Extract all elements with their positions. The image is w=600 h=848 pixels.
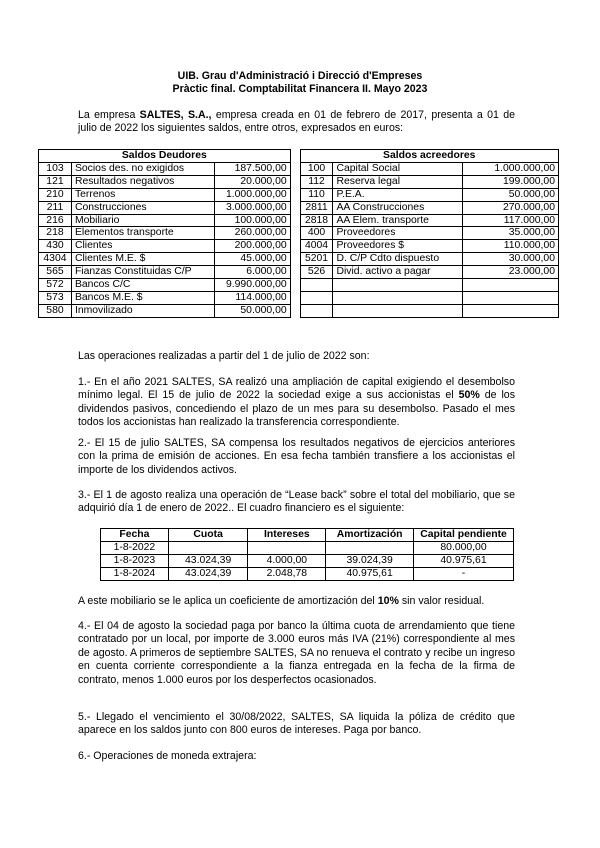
operation-6: 6.- Operaciones de moneda extrajera: (78, 750, 257, 762)
debit-name-cell: Fianzas Constituidas C/P (71, 266, 214, 279)
table-gap (290, 266, 300, 279)
balance-row (39, 279, 559, 292)
lease-cell (326, 541, 414, 554)
credit-name-cell: Proveedores (333, 227, 463, 240)
op3-note-c: sin valor residual. (398, 595, 485, 607)
op1-text-c: de los dividendos pasivos, concediendo el plazo de un mes para su desembolso. Pasado el mes todos los accionistas han realizado la transferencia correspondiente. (78, 389, 516, 429)
balance-row (39, 227, 559, 240)
debit-name-cell: Clientes (71, 240, 214, 253)
credit-amount-cell: 199.000,00 (463, 175, 559, 188)
balance-row (39, 266, 559, 279)
credit-name-cell (333, 304, 463, 317)
debit-name-cell: Mobiliario (71, 214, 214, 227)
table-gap (290, 175, 300, 188)
debit-code-cell: 103 (39, 162, 72, 175)
lease-cell: 1-8-2022 (101, 541, 169, 554)
credit-code-cell: 112 (300, 175, 333, 188)
credit-amount-cell (463, 279, 559, 292)
credit-name-cell: Proveedores $ (333, 240, 463, 253)
operation-3: 3.- El 1 de agosto realiza una operación de “Lease back” sobre el total del mobiliario, que se adquirió día 1 de enero de 2022.. El cuadro financiero es el siguiente: (78, 489, 515, 515)
credit-code-cell: 400 (300, 227, 333, 240)
balances-body (39, 162, 559, 317)
header-line-2: Pràctic final. Comptabilitat Financera II. Mayo 2023 (172, 83, 428, 95)
credit-amount-cell: 117.000,00 (463, 214, 559, 227)
table-gap (290, 214, 300, 227)
credit-code-cell (300, 279, 333, 292)
credit-code-cell: 110 (300, 188, 333, 201)
lease-cell: - (414, 567, 514, 580)
header-line-1: UIB. Grau d'Administració i Direcció d'Empreses (177, 70, 423, 82)
credit-name-cell: Capital Social (333, 162, 463, 175)
lease-header-cell: Cuota (168, 529, 248, 542)
balance-row (39, 201, 559, 214)
lease-cell: 1-8-2024 (101, 567, 169, 580)
debit-name-cell: Elementos transporte (71, 227, 214, 240)
lease-cell: 80.000,00 (414, 541, 514, 554)
lease-cell (248, 541, 326, 554)
credit-amount-cell: 50.000,00 (463, 188, 559, 201)
credit-code-cell: 526 (300, 266, 333, 279)
debit-name-cell: Clientes M.E. $ (71, 253, 214, 266)
intro-prefix: La empresa (78, 109, 140, 121)
lease-row (101, 541, 514, 554)
credit-amount-cell: 30.000,00 (463, 253, 559, 266)
balance-row (39, 291, 559, 304)
table-gap (290, 162, 300, 175)
debit-code-cell: 565 (39, 266, 72, 279)
table-gap (290, 150, 300, 163)
debit-name-cell: Resultados negativos (71, 175, 214, 188)
lease-cell: 2.048,78 (248, 567, 326, 580)
credit-code-cell (300, 304, 333, 317)
debit-code-cell: 4304 (39, 253, 72, 266)
op3-note-a: A este mobiliario se le aplica un coeficiente de amortización del (78, 595, 378, 607)
debit-code-cell: 210 (39, 188, 72, 201)
debit-amount-cell: 100.000,00 (214, 214, 290, 227)
debit-code-cell: 211 (39, 201, 72, 214)
credit-code-cell: 2811 (300, 201, 333, 214)
credit-name-cell (333, 279, 463, 292)
debit-code-cell: 580 (39, 304, 72, 317)
debit-code-cell: 430 (39, 240, 72, 253)
credit-amount-cell: 35.000,00 (463, 227, 559, 240)
operation-4: 4.- El 04 de agosto la sociedad paga por banco la última cuota de arrendamiento que tiene contratado por un local, por importe de 3.000 euros más IVA (21%) correspondiente al mes de agosto. A primeros de septiembre SALTES, SA no renueva el contrato y recibe un ingreso en cuenta corriente correspondiente a la fianza entregada en la fecha de la firma de contrato, menos 1.000 euros por los desperfectos ocasionados. (78, 620, 515, 686)
table-gap (290, 240, 300, 253)
op1-percent: 50% (458, 389, 480, 402)
credit-amount-cell (463, 291, 559, 304)
table-gap (290, 253, 300, 266)
credit-name-cell: AA Elem. transporte (333, 214, 463, 227)
debit-amount-cell: 50.000,00 (214, 304, 290, 317)
op3-note-percent: 10% (377, 595, 399, 607)
lease-cell: 40.975,61 (414, 554, 514, 567)
lease-cell: 40.975,61 (326, 567, 414, 580)
table-gap (290, 201, 300, 214)
debit-name-cell: Construcciones (71, 201, 214, 214)
lease-cell: 43.024,39 (168, 567, 248, 580)
balance-row (39, 162, 559, 175)
intro-suffix: empresa creada en 01 de febrero de 2017, presenta a 01 de julio de 2022 los siguientes saldos, entre otros, expresados en euros: (78, 109, 515, 135)
debit-name-cell: Socios des. no exigidos (71, 162, 214, 175)
lease-header-cell: Amortización (326, 529, 414, 542)
balance-row (39, 214, 559, 227)
debit-code-cell: 572 (39, 279, 72, 292)
operation-2: 2.- El 15 de julio SALTES, SA compensa los resultados negativos de ejercicios anteriores con la prima de emisión de acciones. En esa fecha también transfiere a los accionistas el importe de los dividendos activos. (78, 437, 515, 476)
debit-name-cell: Terrenos (71, 188, 214, 201)
operation-1 (78, 376, 515, 430)
credit-name-cell: Divid. activo a pagar (333, 266, 463, 279)
debit-code-cell: 218 (39, 227, 72, 240)
debit-amount-cell: 9.990.000,00 (214, 279, 290, 292)
lease-header-cell: Capital pendiente (414, 529, 514, 542)
balance-row (39, 253, 559, 266)
balances-table (38, 149, 559, 318)
debit-code-cell: 573 (39, 291, 72, 304)
debit-amount-cell: 45.000,00 (214, 253, 290, 266)
credit-code-cell (300, 291, 333, 304)
debit-amount-cell: 187.500,00 (214, 162, 290, 175)
debit-amount-cell: 20.000,00 (214, 175, 290, 188)
credit-name-cell: AA Construcciones (333, 201, 463, 214)
credit-code-cell: 4004 (300, 240, 333, 253)
credit-name-cell (333, 291, 463, 304)
lease-row (101, 554, 514, 567)
operation-3-note (78, 595, 515, 608)
lease-header-row (101, 529, 514, 542)
debit-amount-cell: 6.000,00 (214, 266, 290, 279)
balance-row (39, 188, 559, 201)
debit-title: Saldos Deudores (39, 150, 291, 163)
debit-name-cell: Inmovilizado (71, 304, 214, 317)
credit-amount-cell: 270.000,00 (463, 201, 559, 214)
intro-paragraph (78, 109, 515, 136)
credit-code-cell: 100 (300, 162, 333, 175)
debit-name-cell: Bancos C/C (71, 279, 214, 292)
debit-amount-cell: 3.000.000,00 (214, 201, 290, 214)
credit-name-cell: D. C/P Cdto dispuesto (333, 253, 463, 266)
debit-amount-cell: 114.000,00 (214, 291, 290, 304)
debit-amount-cell: 1.000.000,00 (214, 188, 290, 201)
lease-cell: 43.024,39 (168, 554, 248, 567)
operations-intro: Las operaciones realizadas a partir del 1 de julio de 2022 son: (78, 350, 370, 362)
lease-table (100, 528, 514, 581)
debit-code-cell: 121 (39, 175, 72, 188)
table-gap (290, 227, 300, 240)
credit-amount-cell: 23.000,00 (463, 266, 559, 279)
debit-code-cell: 216 (39, 214, 72, 227)
lease-cell (168, 541, 248, 554)
op1-text-a: 1.- En el año 2021 SALTES, SA realizó una ampliación de capital exigiendo el desembolso mínimo legal. El 15 de julio de 2022 la sociedad exige a sus accionistas el (78, 376, 515, 402)
operation-5: 5.- Llegado el vencimiento el 30/08/2022, SALTES, SA liquida la póliza de crédito que aparece en los saldos junto con 800 euros de intereses. Paga por banco. (78, 711, 515, 737)
lease-header-cell: Intereses (248, 529, 326, 542)
balance-row (39, 304, 559, 317)
lease-cell: 4.000,00 (248, 554, 326, 567)
intro-company: SALTES, S.A., (139, 109, 212, 121)
credit-amount-cell: 1.000.000,00 (463, 162, 559, 175)
credit-code-cell: 2818 (300, 214, 333, 227)
balance-row (39, 240, 559, 253)
credit-amount-cell (463, 304, 559, 317)
lease-row (101, 567, 514, 580)
debit-name-cell: Bancos M.E. $ (71, 291, 214, 304)
balance-row (39, 175, 559, 188)
table-gap (290, 291, 300, 304)
table-gap (290, 188, 300, 201)
table-gap (290, 279, 300, 292)
table-gap (290, 304, 300, 317)
lease-body (101, 541, 514, 580)
credit-name-cell: P.E.A. (333, 188, 463, 201)
lease-cell: 39.024,39 (326, 554, 414, 567)
credit-code-cell: 5201 (300, 253, 333, 266)
lease-cell: 1-8-2023 (101, 554, 169, 567)
credit-amount-cell: 110.000,00 (463, 240, 559, 253)
credit-name-cell: Reserva legal (333, 175, 463, 188)
debit-amount-cell: 260.000,00 (214, 227, 290, 240)
credit-title: Saldos acreedores (300, 150, 558, 163)
lease-header-cell: Fecha (101, 529, 169, 542)
debit-amount-cell: 200.000,00 (214, 240, 290, 253)
